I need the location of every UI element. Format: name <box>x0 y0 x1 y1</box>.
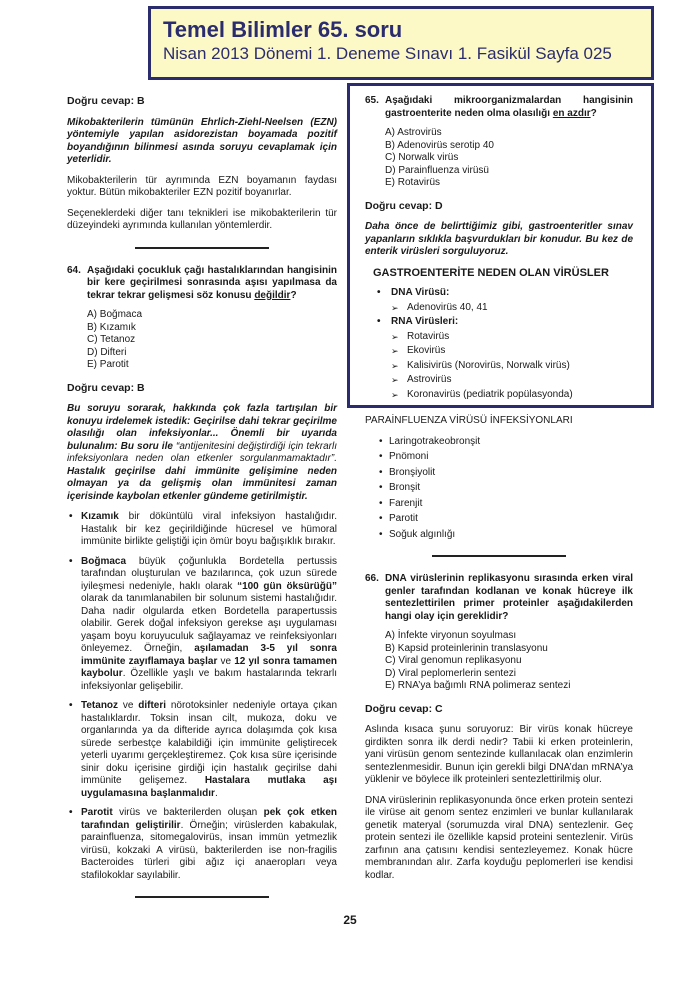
option: E) Rotavirüs <box>385 177 441 188</box>
rna-virus-item: ➢ Astrovirüs <box>377 374 633 387</box>
question-65 <box>365 95 633 120</box>
option: E) RNA’ya bağımlı RNA polimeraz sentezi <box>385 680 571 691</box>
page-number: 25 <box>343 913 357 927</box>
parainfluenza-list <box>377 436 633 542</box>
option: B) Adenovirüs serotip 40 <box>385 139 494 151</box>
explanation-66-p1: Aslında kısaca şunu soruyoruz: Bir virüs konak hücreye girdikten sonra ilk derdi nedir? Tabii ki erken proteinlerin, yani virüsün genom sentezinde kullanılacak olan enzimlerin sentezlenmesidir. Bunun için gerekli bilgi DNA’dan mRNA’ya yüklenir ve böylece ilk proteinleri sentezlettirilmiş olur. <box>365 724 633 785</box>
section-divider <box>135 896 269 898</box>
question-text: Aşağıdaki mikroorganizmalardan hangisinin gastroenterite neden olma olasılığı en azdır? <box>385 95 633 119</box>
list-item-parotit: • Parotit virüs ve bakterilerden oluşan pek çok etken tarafından geliştirilir. Örneğin; virüslerden kabakulak, parainfluenza, sitomegalovirüs, insan immün yetmezlik virüsü, kokzaki A virüsü, bakterilerden ise non-fragilis Bacteroides türleri gibi ağız içi anaeropları veya stafilokoklar sayılabilir. <box>81 807 337 882</box>
section-divider <box>432 555 566 557</box>
negation-underline: değildir <box>254 289 291 301</box>
rna-virus-item: ➢ Ekovirüs <box>377 345 633 358</box>
list-item: • Laringotrakeobronşit <box>377 436 633 449</box>
option: D) Viral peplomerlerin sentezi <box>385 667 516 679</box>
question-text: Aşağıdaki çocukluk çağı hastalıklarından hangisinin bir kere geçirilmesi sonrasında aşısı yapılmasa da tekrar tekrar gelişmesi söz konusu değildir? <box>87 264 337 301</box>
answer-64: Doğru cevap: B <box>67 381 145 394</box>
gastro-virus-list <box>377 287 633 401</box>
explanation-63-p2: Mikobakterilerin tür ayrımında EZN boyamanın faydası yoktur. Bütün mikobakteriler EZN pozitif boyanırlar. <box>67 174 337 198</box>
question-banner <box>148 6 654 80</box>
options-64 <box>87 309 337 372</box>
list-item-bogmaca: • Boğmaca büyük çoğunlukla Bordetella pertussis tarafından oluşturulan ve bazılarınca, çok uzun sürede iyileşmesi nedeniyle, haklı olarak “100 gün öksürüğü” olarak da tanımlanabilen bir solunum sistemi hastalığıdır. Daha nadir olgularda etken Bordetella parapertussis olabilir. Gerek doğal infeksiyon gerekse aşı uygulaması yaşam boyu koruyuculuk sağlayamaz ve reinfeksiyonları önleyemez. Örneğin, aşılamadan 3-5 yıl sonra immünite zayıflamaya başlar ve 12 yıl sonra tamamen kaybolur. Özellikle yaşlı ve bakım hastalarında tekrarlı infeksiyonlar gelişebilir. <box>81 556 337 694</box>
rna-virus-item: ➢ Kalisivirüs (Norovirüs, Norwalk virüs) <box>377 360 633 373</box>
question-number: 66. <box>365 573 379 584</box>
explanation-64-lead: Bu soruyu sorarak, hakkında çok fazla tartışılan bir konuyu irdelemek istedik: Geçirilse dahi tekrar geçirilme olasılığı olan infeksiyonlar... Önemli bir uyarıda bulunalım: Bu soru ile “antijenitesini değiştirdiği için tekrarlı infeksiyonlara neden olan etkenler sorgulanmamaktadır”. Hastalık geçirilse dahi immünite gelişimine neden olmayan ya da gelişmiş olan immünitesi zaman içerisinde kaybolan etkenler gündeme getirilmiştir. <box>67 403 337 502</box>
right-column <box>365 95 633 890</box>
list-item: • Parotit <box>377 513 633 526</box>
rna-virus-label: • RNA Virüsleri: <box>377 316 633 329</box>
explanation-65-lead: Daha önce de belirttiğimiz gibi, gastroenteritler sınav yapanların sıklıkla başvurdukları bir konudur. Bu kez de enterik virüsleri sorguluyoruz. <box>365 221 633 257</box>
explanation-63-lead: Mikobakterilerin tümünün Ehrlich-Ziehl-Neelsen (EZN) yöntemiyle yapılan asidorezistan boyamada pozitif boyandığının bilinmesi asında soruyu cevaplamak için yeterlidir. <box>67 116 337 165</box>
list-item-kizamik: • Kızamık bir döküntülü viral infeksiyon hastalığıdır. Hastalık bir kez geçirildiğinde hücresel ve hümoral immünite birlikte geliştiği için ömür boyu bağışıklık bırakır. <box>81 511 337 549</box>
list-item-tetanoz-difteri: • Tetanoz ve difteri nörotoksinler nedeniyle ortaya çıkan hastalıklardır. Toksin insan cilt, mukoza, doku ve organlarında ya da difteride ayrıca dolaşımda çok kısa sürede serbestçe kalabildiği için immünite geliştirecek yeterli uyarımı gerçekleştiremez. Çok kısa süre içerisinde sinir doku içerisine girdiği için hastalık geçirilse dahi immünite gelişemez. Hastalara mutlaka aşı uygulamasına başlanmalıdır. <box>81 700 337 800</box>
question-number: 64. <box>67 264 81 276</box>
gastro-viruses-title: GASTROENTERİTE NEDEN OLAN VİRÜSLER <box>373 266 609 279</box>
answer-63: Doğru cevap: B <box>67 95 145 107</box>
parainfluenza-title: PARAİNFLUENZA VİRÜSÜ İNFEKSİYONLARI <box>365 415 573 426</box>
section-divider <box>135 247 269 249</box>
option: C) Norwalk virüs <box>385 152 459 163</box>
rna-virus-item: ➢ Rotavirüs <box>377 331 633 344</box>
negation-underline: en azdır <box>552 107 591 119</box>
answer-66: Doğru cevap: C <box>365 702 443 715</box>
options-65 <box>385 127 633 190</box>
option: C) Viral genomun replikasyonu <box>385 655 522 666</box>
list-item: • Bronşiyolit <box>377 467 633 480</box>
option: B) Kapsid proteinlerinin translasyonu <box>385 642 548 654</box>
question-text: DNA virüslerinin replikasyonu sırasında erken viral genler tarafından kodlanan ve konak hücreye ilk sentezlettirilen primer proteinler aşağıdakilerden hangi olay için gereklidir? <box>385 573 633 622</box>
options-66 <box>385 630 633 693</box>
option: B) Kızamık <box>87 321 136 333</box>
explanation-63-p3: Seçeneklerdeki diğer tanı teknikleri ise mikobakterilerin tür düzeyindeki ayrımında kullanılan yöntemlerdir. <box>67 207 337 231</box>
option: A) Boğmaca <box>87 309 143 320</box>
question-number: 65. <box>365 95 379 106</box>
option: C) Tetanoz <box>87 334 136 345</box>
banner-subtitle: Nisan 2013 Dönemi 1. Deneme Sınavı 1. Fasikül Sayfa 025 <box>163 44 612 63</box>
list-item: • Farenjit <box>377 498 633 511</box>
answer-65: Doğru cevap: D <box>365 199 443 212</box>
option: D) Parainfluenza virüsü <box>385 164 489 176</box>
option: E) Parotit <box>87 359 129 370</box>
disease-list <box>67 511 337 882</box>
list-item: • Soğuk algınlığı <box>377 529 633 542</box>
list-item: • Bronşit <box>377 482 633 495</box>
list-item: • Pnömoni <box>377 451 633 464</box>
banner-title: Temel Bilimler 65. soru <box>163 17 403 42</box>
left-column <box>67 95 337 914</box>
option: A) İnfekte viryonun soyulması <box>385 630 517 641</box>
option: D) Difteri <box>87 346 127 358</box>
dna-virus-label: • DNA Virüsü: <box>377 287 633 300</box>
question-66 <box>365 573 633 623</box>
explanation-66-p2: DNA virüslerinin replikasyonunda önce erken protein sentezi ile virüse ait genom sentez enzimleri ve bunlar kullanılarak genetik materyal (sorumuzda viral DNA) sentezlenir. Geç protein sentezi ile özellikle kapsid proteini sentezlenir. Virüs zarfının ana çatısını kendisi sentezleyemez. Konak hücre membranından alır. Zarfa koyduğu peplomerleri ise kendisi kodlar. <box>365 794 633 881</box>
dna-virus-item: ➢ Adenovirüs 40, 41 <box>377 302 633 315</box>
question-64 <box>67 265 337 303</box>
option: A) Astrovirüs <box>385 127 442 138</box>
rna-virus-item: ➢ Koronavirüs (pediatrik popülasyonda) <box>377 389 633 402</box>
